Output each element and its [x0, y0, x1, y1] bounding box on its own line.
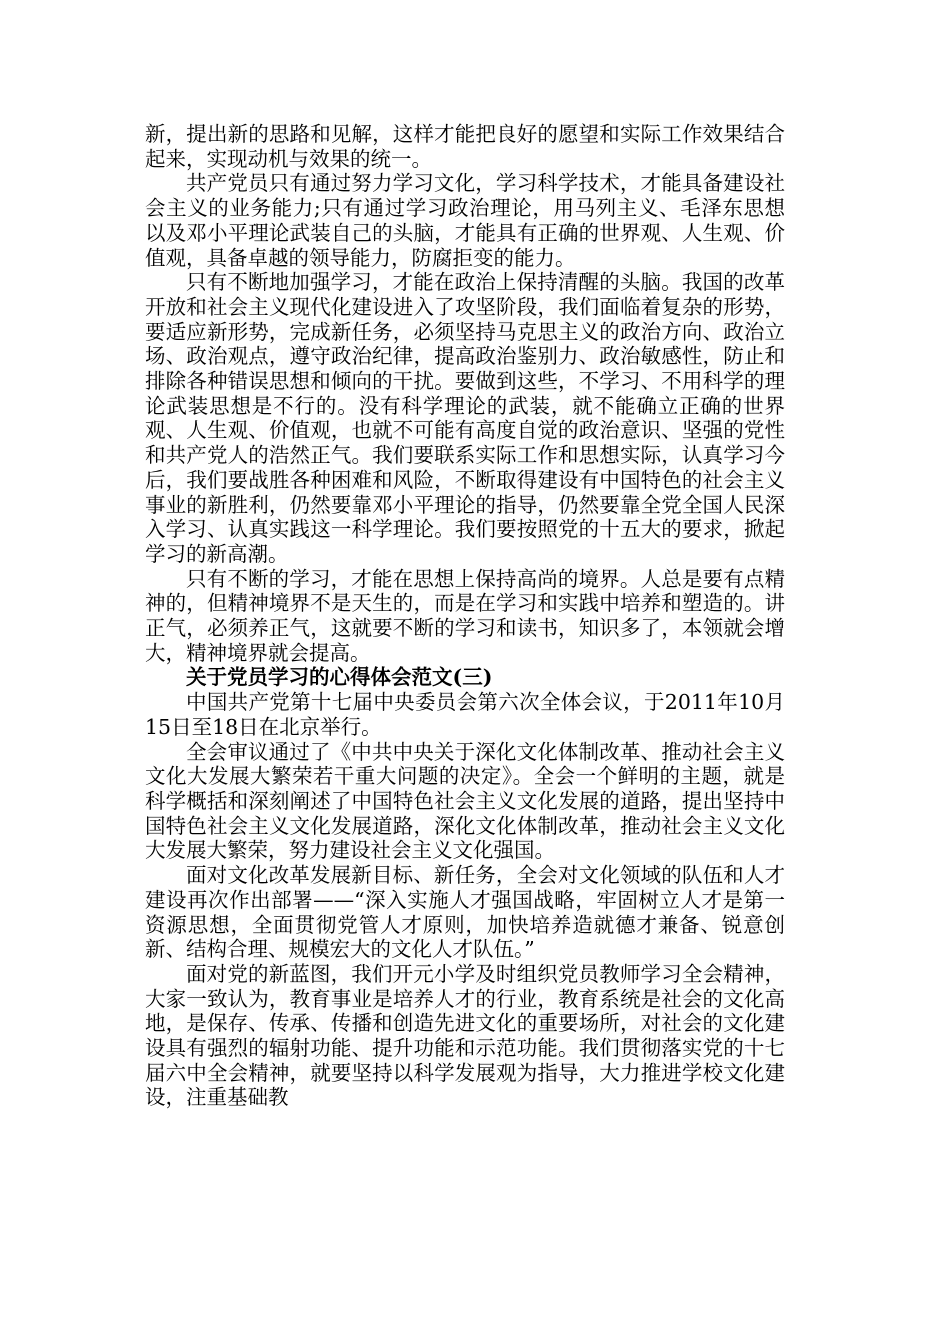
paragraph-plenary-session: 中国共产党第十七届中央委员会第六次全体会议，于2011年10月15日至18日在北京举行。	[145, 690, 785, 739]
paragraph-ideological-realm: 只有不断的学习，才能在思想上保持高尚的境界。人总是要有点精神的，但精神境界不是天生的，而是在学习和实践中培养和塑造的。讲正气，必须养正气，这就要不断的学习和读书，知识多了，本领就会增大，精神境界就会提高。	[145, 566, 785, 665]
paragraph-school-study: 面对党的新蓝图，我们开元小学及时组织党员教师学习全会精神，大家一致认为，教育事业是培养人才的行业，教育系统是社会的文化高地，是保存、传承、传播和创造先进文化的重要场所，对社会的文化建设具有强烈的辐射功能、提升功能和示范功能。我们贯彻落实党的十七届六中全会精神，就要坚持以科学发展观为指导，大力推进学校文化建设，注重基础教	[145, 961, 785, 1110]
document-page	[145, 122, 785, 1110]
paragraph-decision-adopted: 全会审议通过了《中共中央关于深化文化体制改革、推动社会主义文化大发展大繁荣若干重大问题的决定》。全会一个鲜明的主题，就是科学概括和深刻阐述了中国特色社会主义文化发展的道路，提出坚持中国特色社会主义文化发展道路，深化文化体制改革，推动社会主义文化大发展大繁荣，努力建设社会主义文化强国。	[145, 739, 785, 863]
paragraph-continuation: 新，提出新的思路和见解，这样才能把良好的愿望和实际工作效果结合起来，实现动机与效果的统一。	[145, 122, 785, 171]
paragraph-political-clarity: 只有不断地加强学习，才能在政治上保持清醒的头脑。我国的改革开放和社会主义现代化建设进入了攻坚阶段，我们面临着复杂的形势，要适应新形势，完成新任务，必须坚持马克思主义的政治方向、政治立场、政治观点，遵守政治纪律，提高政治鉴别力、政治敏感性，防止和排除各种错误思想和倾向的干扰。要做到这些，不学习、不用科学的理论武装思想是不行的。没有科学理论的武装，就不能确立正确的世界观、人生观、价值观，也就不可能有高度自觉的政治意识、坚强的党性和共产党人的浩然正气。我们要联系实际工作和思想实际，认真学习今后，我们要战胜各种困难和风险，不断取得建设有中国特色的社会主义事业的新胜利，仍然要靠邓小平理论的指导，仍然要靠全党全国人民深入学习、认真实践这一科学理论。我们要按照党的十五大的要求，掀起学习的新高潮。	[145, 270, 785, 566]
section-heading: 关于党员学习的心得体会范文(三)	[186, 665, 493, 690]
paragraph-talent-deployment: 面对文化改革发展新目标、新任务，全会对文化领域的队伍和人才建设再次作出部署——“深入实施人才强国战略，牢固树立人才是第一资源思想，全面贯彻党管人才原则，加快培养造就德才兼备、锐意创新、结构合理、规模宏大的文化人才队伍。”	[145, 863, 785, 962]
paragraph-study-culture: 共产党员只有通过努力学习文化，学习科学技术，才能具备建设社会主义的业务能力;只有通过学习政治理论，用马列主义、毛泽东思想以及邓小平理论武装自己的头脑，才能具有正确的世界观、人生观、价值观，具备卓越的领导能力，防腐拒变的能力。	[145, 171, 785, 270]
